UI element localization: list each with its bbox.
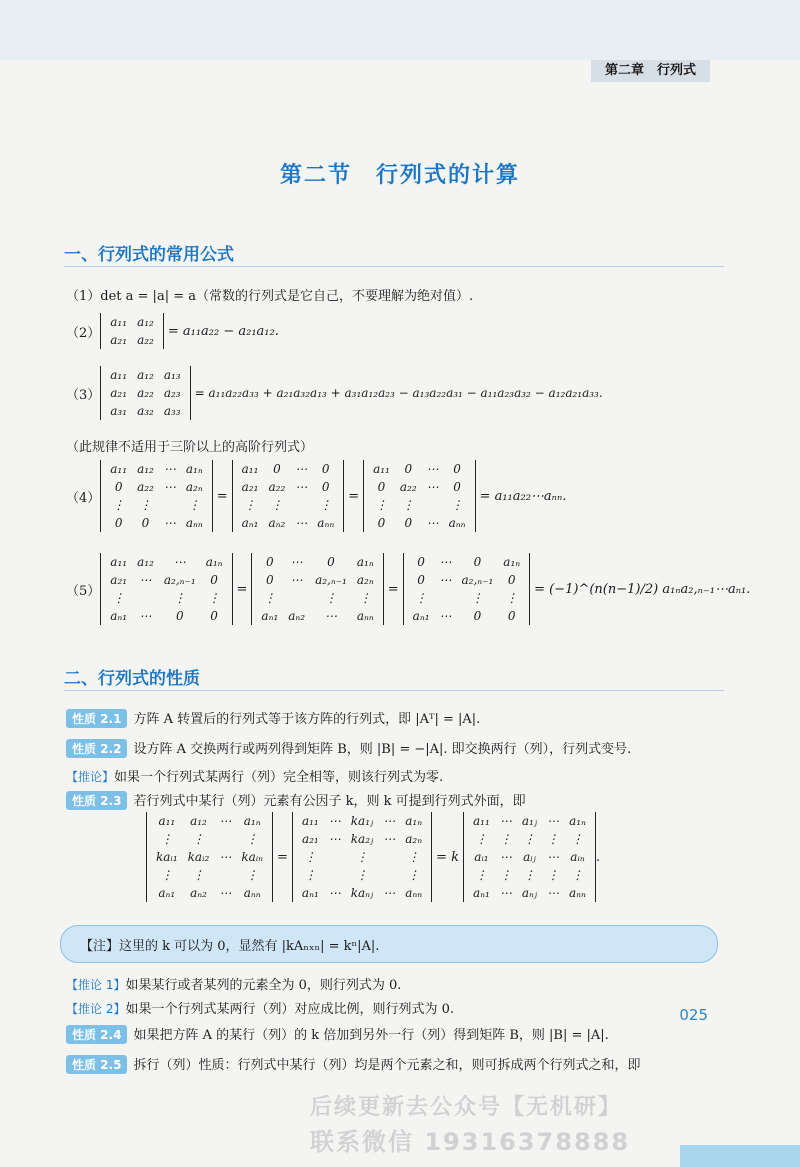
- matrix-cell: ⋯: [295, 516, 308, 530]
- watermark-line-1: 后续更新去公众号【无机研】: [310, 1095, 623, 1120]
- matrix-cell: a₃₁: [110, 404, 128, 418]
- matrix-cell: a₁₂: [190, 814, 207, 828]
- matrix-cell: 0: [507, 609, 516, 623]
- matrix-cell: 0: [175, 609, 184, 623]
- matrix-cell: aₙₙ: [185, 516, 203, 530]
- property-2-4: 性质 2.4 如果把方阵 A 的某行（列）的 k 倍加到另外一行（列）得到矩阵 B，则 |B| = |A|.: [66, 1024, 609, 1044]
- matrix-cell: [159, 496, 181, 514]
- matrix: [146, 812, 273, 902]
- matrix: [232, 460, 345, 532]
- matrix-cell: a₁₁: [110, 555, 128, 569]
- property-badge: 性质 2.3: [66, 791, 127, 810]
- matrix-cell: aₙ₁: [261, 609, 279, 623]
- matrix-cell: ⋯: [324, 609, 337, 623]
- matrix-cell: ⋮: [571, 868, 584, 882]
- matrix-cell: a₂ₙ: [356, 573, 374, 587]
- section-divider: [64, 266, 724, 267]
- matrix-cell: a₂₁: [241, 480, 259, 494]
- matrix-cell: ⋮: [208, 591, 221, 605]
- matrix-cell: 0: [417, 555, 425, 569]
- matrix: [251, 553, 383, 625]
- matrix-cell: a₁₂: [137, 555, 154, 569]
- matrix-cell: aₙₙ: [317, 516, 335, 530]
- matrix-cell: ⋯: [499, 814, 512, 828]
- matrix-cell: ⋯: [383, 886, 396, 900]
- matrix-cell: aₙ₂: [190, 886, 207, 900]
- page-title: 第二节 行列式的计算: [279, 163, 520, 188]
- corollary: 【推论】如果一个行列式某两行（列）完全相等，则该行列式为零.: [66, 770, 444, 785]
- matrix-cell: a₂₁: [110, 386, 128, 400]
- matrix-cell: [283, 589, 310, 607]
- matrix-cell: kaᵢₙ: [241, 850, 264, 864]
- matrix-cell: ⋮: [192, 868, 205, 882]
- section-heading-formulas: 一、行列式的常用公式: [64, 245, 234, 265]
- matrix-cell: a₁ₙ: [569, 814, 586, 828]
- matrix-cell: 0: [453, 462, 461, 476]
- matrix-cell: a₁₁: [373, 462, 390, 476]
- matrix-cell: a₁₁: [158, 814, 176, 828]
- matrix: [363, 460, 475, 532]
- chapter-header: 第二章 行列式: [591, 60, 710, 82]
- formula-5: （5） a₁₁ a₁₂ ⋯ a₁ₙ a₂₁ ⋯ a₂,ₙ₋₁ 0 ⋮ ⋮ ⋮ aₙ₁ ⋯ 0 0 = 0 ⋯ 0 a₁ₙ 0 ⋯ a₂,ₙ₋₁ a₂ₙ ⋮ ⋮ ⋮ aₙ₁ aₙ₂ ⋯ aₙₙ = 0 ⋯ 0 a₁ₙ 0 ⋯ a₂,ₙ₋₁ 0 ⋮ ⋮ ⋮ aₙ₁ ⋯ 0 0 = (−1)^(n(n−1)/2) a₁ₙa₂,ₙ₋₁⋯aₙ₁.: [66, 555, 751, 623]
- matrix-cell: 0: [273, 462, 281, 476]
- matrix-cell: ⋯: [163, 516, 176, 530]
- property-2-3-formula: a₁₁ a₁₂ ⋯ a₁ₙ ⋮ ⋮ ⋮ kaᵢ₁ kaᵢ₂ ⋯ kaᵢₙ ⋮ ⋮ ⋮ aₙ₁ aₙ₂ ⋯ aₙₙ = a₁₁ ⋯ ka₁ⱼ ⋯ a₁ₙ a₂₁ ⋯ ka₂ⱼ ⋯ a₂ₙ ⋮ ⋮ ⋮ ⋮ ⋮ ⋮ aₙ₁ ⋯ kaₙⱼ ⋯ aₙₙ = k a₁₁ ⋯ a₁ⱼ ⋯ a₁ₙ ⋮ ⋮ ⋮ ⋮ ⋮ aᵢ₁ ⋯ aᵢⱼ ⋯ aᵢₙ ⋮ ⋮ ⋮ ⋮ ⋮ aₙ₁ ⋯ aₙⱼ ⋯ aₙₙ .: [146, 812, 600, 902]
- matrix-cell: [214, 830, 236, 848]
- matrix-cell: a₁ₙ: [503, 555, 521, 569]
- matrix-cell: ⋯: [439, 609, 452, 623]
- page-number: 025: [679, 1006, 708, 1024]
- matrix-cell: a₂₁: [110, 333, 128, 347]
- matrix-cell: ⋮: [475, 832, 488, 846]
- matrix-cell: kaᵢ₁: [156, 850, 178, 864]
- formula-1: （1）det a = |a| = a（常数的行列式是它自己，不要理解为绝对值）.: [66, 289, 474, 304]
- matrix: [463, 812, 596, 902]
- matrix-cell: ⋯: [439, 573, 452, 587]
- matrix-cell: ⋮: [160, 868, 173, 882]
- matrix-cell: aₙₙ: [243, 886, 261, 900]
- matrix-cell: aₙₙ: [356, 609, 374, 623]
- matrix-cell: ⋯: [219, 886, 232, 900]
- matrix-cell: ⋮: [407, 850, 420, 864]
- matrix-cell: ⋮: [355, 868, 368, 882]
- matrix-cell: ⋮: [547, 868, 560, 882]
- matrix-cell: ka₁ⱼ: [350, 814, 374, 828]
- matrix-cell: a₂,ₙ₋₁: [461, 573, 494, 587]
- matrix-cell: aₙₙ: [405, 886, 423, 900]
- matrix-cell: aₙ₁: [412, 609, 430, 623]
- matrix-cell: ⋯: [499, 886, 512, 900]
- matrix-cell: ⋮: [547, 832, 560, 846]
- property-badge: 性质 2.5: [66, 1055, 127, 1074]
- matrix-cell: aₙ₂: [288, 609, 306, 623]
- matrix-cell: ⋯: [426, 480, 439, 494]
- matrix-cell: ⋯: [383, 832, 396, 846]
- matrix-cell: ⋮: [523, 832, 536, 846]
- matrix-cell: 0: [377, 480, 386, 494]
- property-badge: 性质 2.2: [66, 739, 127, 758]
- matrix-cell: [435, 589, 457, 607]
- matrix-cell: ⋮: [324, 591, 337, 605]
- matrix-cell: a₁₁: [110, 462, 128, 476]
- matrix-cell: a₂,ₙ₋₁: [315, 573, 347, 587]
- matrix-cell: ⋯: [547, 814, 560, 828]
- matrix-cell: ⋯: [499, 850, 512, 864]
- matrix-cell: a₁₂: [137, 315, 154, 329]
- matrix-cell: a₂₁: [110, 573, 128, 587]
- matrix-cell: a₃₂: [137, 404, 154, 418]
- matrix-cell: a₁₂: [137, 368, 154, 382]
- matrix-cell: kaₙⱼ: [350, 886, 374, 900]
- matrix-cell: 0: [377, 516, 386, 530]
- matrix-cell: ⋮: [402, 498, 415, 512]
- matrix-cell: 0: [507, 573, 516, 587]
- matrix-cell: ⋯: [173, 555, 186, 569]
- matrix-cell: ⋮: [139, 498, 152, 512]
- corollary-1: 【推论 1】如果某行或者某列的元素全为 0，则行列式为 0.: [66, 978, 402, 993]
- matrix: [403, 553, 530, 625]
- matrix-cell: ⋮: [523, 868, 536, 882]
- matrix-cell: 0: [141, 516, 150, 530]
- matrix-cell: [378, 848, 400, 866]
- matrix-cell: aₙ₁: [473, 886, 490, 900]
- matrix-cell: ⋮: [355, 850, 368, 864]
- matrix-cell: a₁₃: [163, 368, 181, 382]
- matrix-cell: aᵢ₁: [474, 850, 489, 864]
- matrix-cell: a₁₁: [110, 368, 128, 382]
- matrix-cell: ⋯: [439, 555, 452, 569]
- matrix-cell: 0: [453, 480, 461, 494]
- matrix-cell: aₙⱼ: [521, 886, 538, 900]
- matrix-cell: ⋮: [471, 591, 484, 605]
- matrix-cell: aₙ₁: [110, 609, 128, 623]
- watermark-line-2: 联系微信 19316378888: [310, 1128, 631, 1156]
- matrix-cell: aᵢₙ: [570, 850, 585, 864]
- matrix-cell: a₁ₙ: [185, 462, 203, 476]
- matrix-cell: a₂₂: [399, 480, 417, 494]
- matrix-cell: ⋮: [505, 591, 518, 605]
- matrix-cell: ⋮: [192, 832, 205, 846]
- matrix-cell: [324, 866, 346, 884]
- corollary-2: 【推论 2】如果一个行列式某两行（列）对应成比例，则行列式为 0.: [66, 1002, 454, 1017]
- matrix-cell: 0: [321, 480, 330, 494]
- matrix-cell: ⋮: [415, 591, 428, 605]
- matrix-cell: ⋯: [139, 573, 152, 587]
- matrix-cell: ⋯: [163, 480, 176, 494]
- matrix: [292, 812, 432, 902]
- matrix-cell: a₂,ₙ₋₁: [163, 573, 196, 587]
- matrix-cell: ⋯: [328, 832, 341, 846]
- matrix-cell: 0: [321, 462, 330, 476]
- corner-decoration: [680, 1145, 800, 1167]
- matrix-cell: [290, 496, 312, 514]
- matrix: [100, 313, 164, 349]
- property-2-3: 性质 2.3 若行列式中某行（列）元素有公因子 k，则 k 可提到行列式外面，即: [66, 790, 526, 810]
- matrix-cell: aₙₙ: [448, 516, 466, 530]
- matrix-cell: aₙ₁: [241, 516, 259, 530]
- matrix-cell: ⋮: [407, 868, 420, 882]
- matrix-cell: 0: [417, 573, 425, 587]
- matrix-cell: aₙₙ: [569, 886, 586, 900]
- matrix-cell: a₂₂: [268, 480, 286, 494]
- matrix-cell: ⋯: [290, 555, 303, 569]
- matrix-cell: 0: [327, 555, 335, 569]
- matrix-cell: 0: [114, 480, 123, 494]
- matrix-cell: 0: [473, 555, 482, 569]
- matrix-cell: [378, 866, 400, 884]
- matrix-cell: ⋮: [499, 832, 512, 846]
- matrix-cell: ⋮: [475, 868, 488, 882]
- property-badge: 性质 2.4: [66, 1025, 127, 1044]
- matrix-cell: ka₂ⱼ: [350, 832, 374, 846]
- property-2-2: 性质 2.2 设方阵 A 交换两行或两列得到矩阵 B，则 |B| = −|A|. 即交换两行（列），行列式变号.: [66, 738, 631, 758]
- matrix-cell: ⋯: [219, 814, 232, 828]
- matrix-cell: aₙ₁: [301, 886, 319, 900]
- matrix-cell: ⋮: [499, 868, 512, 882]
- formula-4: （4） a₁₁ a₁₂ ⋯ a₁ₙ 0 a₂₂ ⋯ a₂ₙ ⋮ ⋮ ⋮ 0 0 ⋯ aₙₙ = a₁₁ 0 ⋯ 0 a₂₁ a₂₂ ⋯ 0 ⋮ ⋮ ⋮ aₙ₁ aₙ₂ ⋯ aₙₙ = a₁₁ 0 ⋯ 0 0 a₂₂ ⋯ 0 ⋮ ⋮ ⋮ 0 0 ⋯ aₙₙ = a₁₁a₂₂⋯aₙₙ.: [66, 462, 567, 530]
- matrix-cell: 0: [210, 609, 218, 623]
- formula-2: （2） a₁₁ a₁₂ a₂₁ a₂₂ = a₁₁a₂₂ − a₂₁a₁₂.: [66, 315, 279, 347]
- note-text: 【注】这里的 k 可以为 0，显然有 |kAₙₓₙ| = kⁿ|A|.: [80, 939, 380, 954]
- matrix-cell: 0: [266, 573, 274, 587]
- matrix-cell: a₃₃: [163, 404, 181, 418]
- matrix-cell: a₂ₙ: [185, 480, 203, 494]
- matrix-cell: ⋮: [112, 591, 125, 605]
- matrix-cell: ⋮: [246, 832, 259, 846]
- matrix-cell: a₁₁: [110, 315, 128, 329]
- matrix-cell: 0: [473, 609, 482, 623]
- property-2-1: 性质 2.1 方阵 A 转置后的行列式等于该方阵的行列式，即 |Aᵀ| = |A|.: [66, 708, 480, 728]
- matrix-cell: [422, 496, 444, 514]
- matrix-cell: ⋯: [426, 516, 439, 530]
- matrix-cell: a₁₁: [241, 462, 259, 476]
- matrix-cell: 0: [266, 555, 274, 569]
- matrix-cell: ⋮: [304, 868, 317, 882]
- matrix-cell: a₁₁: [473, 814, 490, 828]
- matrix-cell: ⋮: [304, 850, 317, 864]
- matrix-cell: [214, 866, 236, 884]
- property-2-5: 性质 2.5 拆行（列）性质：行列式中某行（列）均是两个元素之和，则可拆成两个行列式之和，即: [66, 1054, 640, 1074]
- formula-3: （3） a₁₁ a₁₂ a₁₃ a₂₁ a₂₂ a₂₃ a₃₁ a₃₂ a₃₃ = a₁₁a₂₂a₃₃ + a₂₁a₃₂a₁₃ + a₃₁a₁₂a₂₃ − a₁₃a₂₂a₃₁ − a₁₁a₂₃a₃₂ − a₁₂a₂₁a₃₃.: [66, 368, 603, 418]
- section-heading-properties: 二、行列式的性质: [64, 669, 200, 689]
- matrix-cell: [132, 589, 159, 607]
- matrix-cell: ⋮: [244, 498, 257, 512]
- matrix-cell: ⋯: [295, 480, 308, 494]
- matrix-cell: ⋯: [290, 573, 303, 587]
- matrix-cell: aᵢⱼ: [523, 850, 536, 864]
- matrix-cell: a₁ₙ: [205, 555, 223, 569]
- matrix-cell: a₁₁: [301, 814, 319, 828]
- matrix: [100, 366, 190, 420]
- matrix-cell: a₂₁: [301, 832, 319, 846]
- matrix-cell: 0: [404, 516, 413, 530]
- matrix-cell: 0: [404, 462, 413, 476]
- matrix-cell: ⋯: [426, 462, 439, 476]
- matrix-cell: ⋮: [571, 832, 584, 846]
- matrix-cell: ⋯: [328, 886, 341, 900]
- matrix-cell: a₂ₙ: [405, 832, 423, 846]
- matrix-cell: ⋮: [188, 498, 201, 512]
- matrix: [100, 553, 232, 625]
- matrix-cell: a₁ⱼ: [521, 814, 537, 828]
- matrix-cell: a₁ₙ: [243, 814, 261, 828]
- matrix-cell: a₁ₙ: [356, 555, 374, 569]
- matrix-cell: 0: [210, 573, 218, 587]
- matrix-cell: ⋮: [270, 498, 283, 512]
- matrix-cell: ⋯: [163, 462, 176, 476]
- formula-3-note: （此规律不适用于三阶以上的高阶行列式）: [66, 440, 314, 455]
- header-band: [0, 0, 800, 60]
- matrix-cell: ⋯: [139, 609, 152, 623]
- property-badge: 性质 2.1: [66, 709, 127, 728]
- matrix-cell: ⋮: [112, 498, 125, 512]
- matrix-cell: a₂₃: [163, 386, 181, 400]
- matrix-cell: a₁ₙ: [405, 814, 423, 828]
- matrix-cell: ⋯: [328, 814, 341, 828]
- matrix-cell: aₙ₂: [268, 516, 286, 530]
- matrix-cell: ⋮: [375, 498, 388, 512]
- matrix-cell: ⋮: [246, 868, 259, 882]
- matrix-cell: ⋮: [263, 591, 276, 605]
- section-divider: [64, 690, 724, 691]
- matrix-cell: kaᵢ₂: [187, 850, 210, 864]
- matrix-cell: 0: [114, 516, 123, 530]
- matrix-cell: ⋯: [547, 886, 560, 900]
- matrix-cell: ⋮: [359, 591, 372, 605]
- matrix-cell: a₁₂: [137, 462, 154, 476]
- matrix-cell: ⋮: [173, 591, 186, 605]
- matrix-cell: ⋮: [160, 832, 173, 846]
- matrix-cell: aₙ₁: [158, 886, 176, 900]
- matrix-cell: a₂₂: [137, 386, 154, 400]
- matrix-cell: a₂₂: [137, 480, 154, 494]
- matrix-cell: [324, 848, 346, 866]
- matrix-cell: ⋯: [383, 814, 396, 828]
- matrix: [100, 460, 212, 532]
- matrix-cell: ⋮: [451, 498, 464, 512]
- matrix-cell: ⋮: [319, 498, 332, 512]
- matrix-cell: a₂₂: [137, 333, 154, 347]
- matrix-cell: ⋯: [219, 850, 232, 864]
- matrix-cell: ⋯: [547, 850, 560, 864]
- matrix-cell: ⋯: [295, 462, 308, 476]
